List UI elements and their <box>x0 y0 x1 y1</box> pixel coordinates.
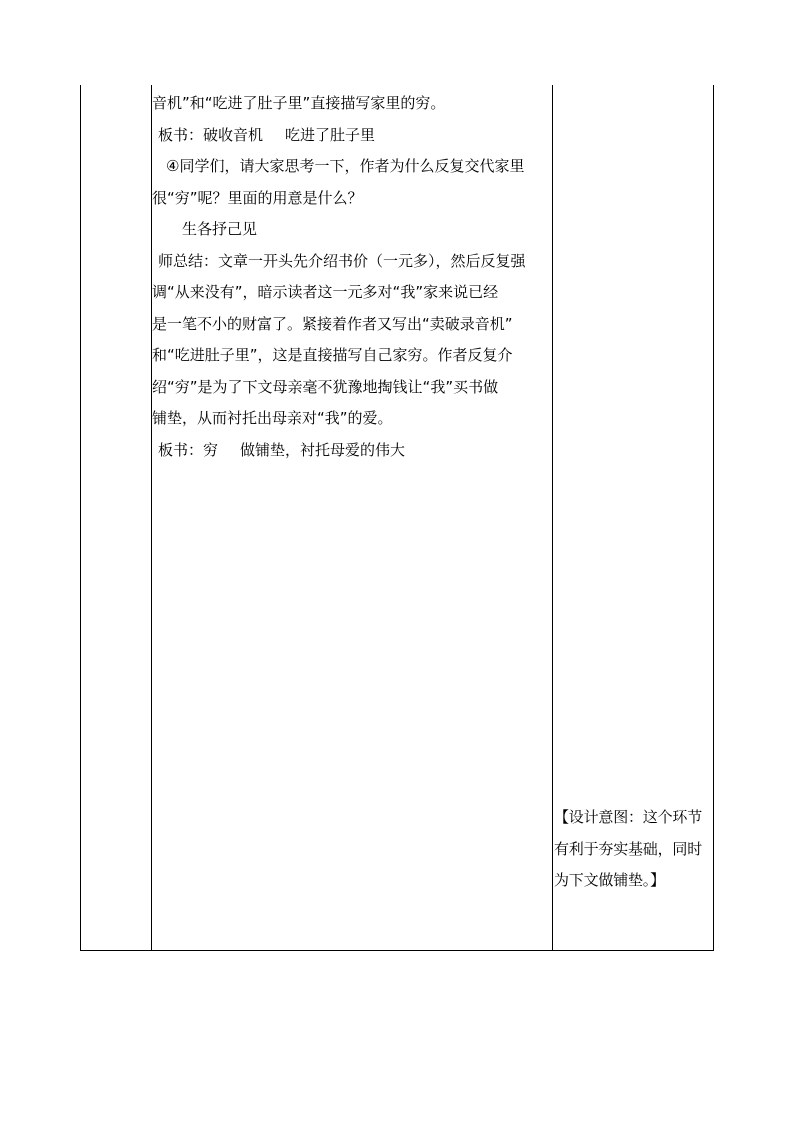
board-note-item: 吃进了肚子里 <box>285 125 376 144</box>
lesson-line: 绍“穷”是为了下文母亲毫不犹豫地掏钱让“我”买书做 <box>152 377 499 396</box>
board-note-label: 板书：破收音机 <box>158 125 264 144</box>
lesson-line: 生各抒己见 <box>182 220 258 238</box>
table-border-bottom <box>80 950 714 951</box>
board-note-1 <box>152 120 552 152</box>
lesson-line: 铺垫，从而衬托出母亲对“我”的爱。 <box>152 409 393 427</box>
board-note-label: 板书：穷 <box>158 440 219 459</box>
table-column-divider-2 <box>552 85 553 951</box>
lesson-process-cell <box>152 88 552 466</box>
lesson-line: 很“穷”呢？里面的用意是什么？ <box>152 188 363 207</box>
design-intent-line: 有利于夯实基础，同时 <box>554 839 703 858</box>
lesson-line: 调“从来没有”，暗示读者这一元多对“我”家来说已经 <box>152 283 499 301</box>
design-intent-line: 【设计意图：这个环节 <box>554 808 703 826</box>
table-border-left <box>80 85 81 951</box>
lesson-line: 音机”和“吃进了肚子里”直接描写家里的穷。 <box>152 94 446 112</box>
lesson-line: 和“吃进肚子里”，这是直接描写自己家穷。作者反复介 <box>152 346 513 364</box>
lesson-line: ④同学们，请大家思考一下，作者为什么反复交代家里 <box>166 157 525 175</box>
lesson-line: 师总结：文章一开头先介绍书价（一元多），然后反复强 <box>158 251 526 270</box>
design-intent-line: 为下文做铺垫。】 <box>554 871 665 889</box>
board-note-2 <box>152 435 552 467</box>
board-note-item: 做铺垫，衬托母爱的伟大 <box>240 440 406 459</box>
lesson-line: 是一笔不小的财富了。紧接着作者又写出“卖破录音机” <box>152 314 513 333</box>
design-intent-cell <box>554 802 714 897</box>
